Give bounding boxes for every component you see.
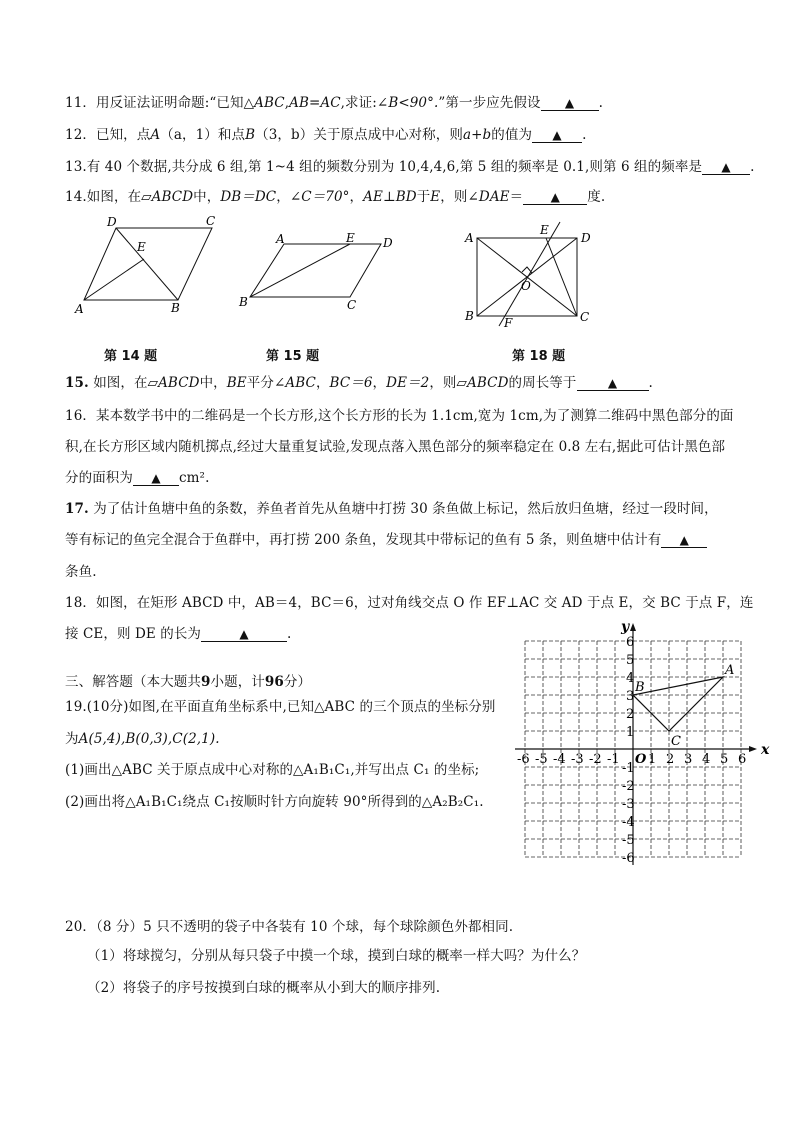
fig15-label-e: E [346, 231, 355, 245]
fig15-label-b: B [239, 295, 248, 309]
point-b-label: B [635, 680, 645, 695]
fig18-label-b: B [465, 309, 474, 323]
question-13: 13.有 40 个数据,共分成 6 组,第 1~4 组的频数分别为 10,4,4,6,第 5 组的频率是 0.1,则第 6 组的频率是 ▲ . [65, 159, 755, 175]
answer-blank[interactable]: ▲ [661, 533, 707, 548]
fig15-label-a: A [276, 232, 285, 246]
fig18-label-e: E [540, 223, 549, 237]
question-20-part-2: （2）将袋子的序号按摸到白球的概率从小到大的顺序排列. [87, 980, 441, 996]
y-tick-label: -4 [622, 815, 635, 830]
y-axis-arrow [630, 623, 636, 631]
answer-blank[interactable]: ▲ [577, 376, 649, 391]
point-a-label: A [725, 663, 735, 678]
y-tick-label: 6 [626, 635, 635, 650]
y-tick-label: 2 [626, 707, 635, 722]
x-tick-label: -3 [571, 752, 584, 767]
fig18-label-a: A [465, 231, 474, 245]
y-tick-label: -5 [622, 833, 635, 848]
question-20-line-1: 20．（8 分）5 只不透明的袋子中各装有 10 个球，每个球除颜色外都相同. [65, 919, 514, 935]
question-18-line-2: 接 CE，则 DE 的长为 ▲ . [65, 626, 292, 642]
x-tick-label: 6 [738, 752, 747, 767]
x-tick-label: 3 [684, 752, 693, 767]
x-tick-label: -5 [535, 752, 548, 767]
question-18-line-1: 18．如图，在矩形 ABCD 中，AB＝4，BC＝6，过对角线交点 O 作 EF⊥AC 交 AD 于点 E，交 BC 于点 F，连 [65, 595, 754, 611]
y-tick-label: 5 [626, 653, 635, 668]
figure-14-parallelogram [70, 212, 220, 316]
fig14-label-d: D [107, 215, 117, 229]
fig14-label-e: E [137, 240, 146, 254]
caption-figure-15: 第 15 题 [266, 349, 320, 364]
x-tick-label: O [635, 752, 647, 767]
fig14-label-b: B [171, 301, 180, 315]
y-tick-label: -1 [622, 761, 635, 776]
question-16-line-3: 分的面积为 ▲ cm². [65, 470, 210, 486]
question-19-part-2: (2)画出将△A₁B₁C₁绕点 C₁按顺时针方向旋转 90°所得到的△A₂B₂C₁. [65, 794, 484, 810]
question-17-line-3: 条鱼. [65, 564, 97, 580]
caption-figure-18: 第 18 题 [512, 349, 566, 364]
x-axis-label: x [761, 742, 770, 758]
x-axis-arrow [749, 746, 757, 752]
question-19-part-1: (1)画出△ABC 关于原点成中心对称的△A₁B₁C₁,并写出点 C₁ 的坐标; [65, 762, 480, 778]
fig18-label-f: F [504, 316, 513, 330]
x-tick-label: 5 [720, 752, 729, 767]
question-19-line-1: 19.(10分)如图,在平面直角坐标系中,已知△ABC 的三个顶点的坐标分别 [65, 699, 496, 715]
fig15-label-d: D [383, 236, 393, 250]
x-tick-label: -6 [517, 752, 530, 767]
fig18-label-c: C [580, 310, 590, 324]
y-tick-label: -2 [622, 779, 635, 794]
fig14-label-c: C [206, 214, 216, 228]
question-17-line-1: 17. 为了估计鱼塘中鱼的条数，养鱼者首先从鱼塘中打捞 30 条鱼做上标记，然后放归鱼塘，经过一段时间， [65, 501, 718, 517]
answer-blank[interactable]: ▲ [523, 190, 587, 205]
figure-15-parallelogram [235, 230, 405, 314]
point-c-label: C [671, 734, 681, 749]
fig14-label-a: A [75, 302, 84, 316]
y-tick-label: 3 [626, 689, 635, 704]
question-19-line-2: 为A(5,4),B(0,3),C(2,1). [65, 731, 220, 747]
y-tick-label: -6 [622, 851, 635, 866]
answer-blank[interactable]: ▲ [201, 627, 287, 642]
triangle-abc [633, 677, 723, 731]
question-11: 11．用反证法证明命题:“已知△ABC,AB=AC,求证:∠B<90°.”第一步应先假设 ▲ . [65, 95, 603, 111]
x-tick-label: -2 [589, 752, 602, 767]
x-tick-label: 2 [666, 752, 675, 767]
x-tick-label: -1 [607, 752, 620, 767]
coordinate-grid [508, 619, 778, 874]
figure-18-rectangle [460, 220, 600, 335]
caption-figure-14: 第 14 题 [104, 349, 158, 364]
answer-blank[interactable]: ▲ [532, 128, 582, 143]
y-tick-label: 4 [626, 671, 635, 686]
question-20-part-1: （1）将球搅匀，分别从每只袋子中摸一个球，摸到白球的概率一样大吗？为什么？ [87, 948, 586, 964]
answer-blank[interactable]: ▲ [133, 471, 179, 486]
x-tick-label: 4 [702, 752, 711, 767]
q11-text: 11．用反证法证明命题:“已知△ [65, 95, 255, 111]
question-12: 12．已知，点A（a，1）和点B（3，b）关于原点成中心对称，则a+b的值为 ▲ . [65, 127, 587, 143]
fig18-label-d: D [581, 231, 591, 245]
fig18-label-o: O [521, 279, 531, 293]
answer-blank[interactable]: ▲ [541, 96, 599, 111]
question-16-line-2: 积,在长方形区域内随机掷点,经过大量重复试验,发现点落入黑色部分的频率稳定在 0.8 左右,据此可估计黑色部 [65, 439, 726, 455]
question-15: 15. 如图，在▱ABCD中，BE平分∠ABC，BC＝6，DE＝2，则▱ABCD的周长等于 ▲ . [65, 375, 653, 391]
section-3-heading: 三、解答题（本大题共9小题，计96分） [65, 674, 312, 690]
y-tick-label: -3 [622, 797, 635, 812]
y-tick-label: 1 [626, 725, 635, 740]
question-17-line-2: 等有标记的鱼完全混合于鱼群中，再打捞 200 条鱼，发现其中带标记的鱼有 5 条，则鱼塘中估计有 ▲ [65, 531, 707, 549]
y-axis-label: y [621, 619, 630, 635]
x-tick-label: -4 [553, 752, 566, 767]
answer-blank[interactable]: ▲ [702, 160, 750, 175]
question-14: 14.如图，在▱ABCD中，DB＝DC，∠C＝70°，AE⊥BD于E，则∠DAE＝ ▲ 度. [65, 189, 606, 205]
fig15-label-c: C [347, 298, 357, 312]
question-16-line-1: 16．某本数学书中的二维码是一个长方形,这个长方形的长为 1.1cm,宽为 1cm,为了测算二维码中黑色部分的面 [65, 408, 734, 424]
x-tick-label: 1 [648, 752, 657, 767]
